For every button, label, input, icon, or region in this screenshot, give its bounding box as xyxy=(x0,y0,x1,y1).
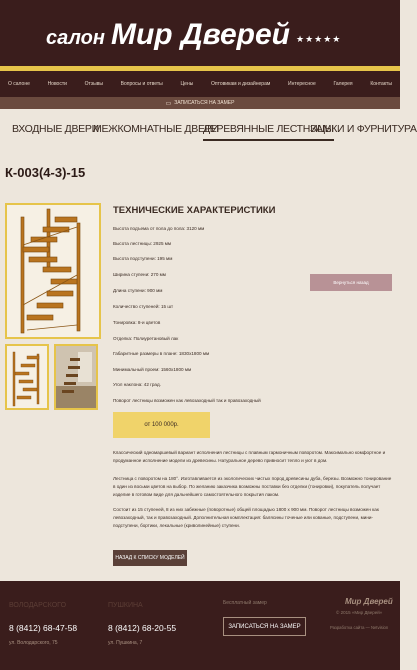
nav-item-wholesale[interactable]: Оптовикам и дизайнерам xyxy=(211,81,271,87)
logo-small-text: салон xyxy=(46,27,105,49)
nav-item-about[interactable]: О салоне xyxy=(8,81,30,87)
product-main-image[interactable] xyxy=(5,203,101,339)
spec-item: Длина ступени: 900 мм xyxy=(113,288,163,293)
spec-item: Угол наклона: 42 град. xyxy=(113,382,161,387)
nav-item-news[interactable]: Новости xyxy=(47,81,67,87)
nav-item-contacts[interactable]: Контакты xyxy=(370,81,392,87)
nav-item-interesting[interactable]: Интересное xyxy=(287,81,316,87)
spec-item: Тонировка: 8-и цветов xyxy=(113,320,161,325)
category-entrance-doors[interactable]: ВХОДНЫЕ ДВЕРИ xyxy=(12,123,99,135)
footer-copyright: © 2015 «Мир Дверей» xyxy=(336,610,383,615)
category-interior-doors[interactable]: МЕЖКОМНАТНЫЕ ДВЕРИ xyxy=(93,123,219,135)
spec-item: Высота лестницы: 2925 мм xyxy=(113,241,172,246)
footer-free-measure-text: Бесплатный замер xyxy=(223,600,267,606)
footer-address-1: ул. Володарского, 75 xyxy=(9,640,58,646)
interior-photo-image xyxy=(56,346,96,408)
price-box: от 100 000р. xyxy=(113,412,210,438)
footer-developer-link[interactable]: Разработка сайта — Netvision xyxy=(330,625,389,630)
signup-bar-label: ЗАПИСАТЬСЯ НА ЗАМЕР xyxy=(174,100,235,106)
nav-item-reviews[interactable]: Отзывы xyxy=(84,81,103,87)
specs-heading: ТЕХНИЧЕСКИЕ ХАРАКТЕРИСТИКИ xyxy=(113,205,276,216)
nav-item-gallery[interactable]: Галерея xyxy=(333,81,353,87)
logo-stars: ★★★★★ xyxy=(296,34,342,45)
product-thumb-1[interactable] xyxy=(5,344,49,410)
spec-item: Минимальный проем: 1560х1800 мм xyxy=(113,367,192,372)
spec-item: Габаритные размеры в плане: 1830х1800 мм xyxy=(113,351,210,356)
staircase-image xyxy=(7,205,99,337)
spec-item: Отделка: Полиуретановый лак xyxy=(113,336,179,341)
staircase-thumb-image xyxy=(7,346,47,408)
back-to-list-button[interactable]: НАЗАД К СПИСКУ МОДЕЛЕЙ xyxy=(113,550,187,566)
ruler-icon: ▭ xyxy=(165,100,172,107)
logo-big-text: Мир Дверей xyxy=(110,18,291,51)
nav-item-faq[interactable]: Вопросы и ответы xyxy=(120,81,163,87)
description-paragraph-3: Состоит из 15 ступеней, 8 из них забежные (поворотные) общей площадью 1800 х 900 мм. Поворот лестницы возможен как левозаходный, так и правозаходный. Дополнительная комплектация: балясины точеные или кованые, подступени, мини-подступени, бортики, лекальные (криволинейные) ступени. xyxy=(113,507,379,528)
footer-city-pushkina: ПУШКИНА xyxy=(108,602,143,609)
spec-item: Высота подъема от пола до пола: 3120 мм xyxy=(113,226,205,231)
category-wooden-stairs[interactable]: ДЕРЕВЯННЫЕ ЛЕСТНИЦЫ xyxy=(203,123,334,141)
category-locks-fittings[interactable]: ЗАМКИ И ФУРНИТУРА xyxy=(310,123,417,135)
footer-address-2: ул. Пушкина, 7 xyxy=(108,640,143,646)
spec-item: Ширина ступени: 270 мм xyxy=(113,272,166,277)
footer-signup-button[interactable]: ЗАПИСАТЬСЯ НА ЗАМЕР xyxy=(223,617,306,636)
description-paragraph-1: Классический одномаршевый вариант исполнения лестницы с плавным гармоничным поворотом. Максимально комфортное и продуманное исполнение модели из древесины. Натуральное дерево привносит тепло и уют в дом. xyxy=(113,450,386,463)
back-button[interactable]: Вернуться назад xyxy=(310,274,392,291)
category-nav xyxy=(0,113,417,143)
signup-bar[interactable] xyxy=(0,97,400,109)
footer-phone-1[interactable]: 8 (8412) 68-47-58 xyxy=(9,623,78,633)
product-title: К-003(4-3)-15 xyxy=(5,165,86,180)
main-nav xyxy=(0,71,400,97)
footer-phone-2[interactable]: 8 (8412) 68-20-55 xyxy=(108,623,177,633)
footer-brand: Мир Дверей xyxy=(345,597,393,606)
site-header xyxy=(0,0,400,66)
spec-item: Поворот лестницы возможен как левозаходный так и правозаходный xyxy=(113,398,261,403)
spec-item: Высота подступени: 195 мм xyxy=(113,256,173,261)
nav-item-prices[interactable]: Цены xyxy=(180,81,194,87)
description-paragraph-2: Лестница с поворотом на 180°. Изготавливается из экологических чистых пород древесины дуба, березы. Возможно тонирование в один из восьми цветов на выбор. По желанию заказчика возможны поставки без отделки (тонировки), покупатель получает изделие в готовом виде для дальнейшего самостоятельного покрытия лаком. xyxy=(113,476,392,497)
footer-city-volodarskogo: ВОЛОДАРСКОГО xyxy=(9,602,67,609)
spec-item: Количество ступеней: 15 шт xyxy=(113,304,174,309)
site-logo[interactable] xyxy=(46,18,341,52)
product-thumb-2[interactable] xyxy=(54,344,98,410)
